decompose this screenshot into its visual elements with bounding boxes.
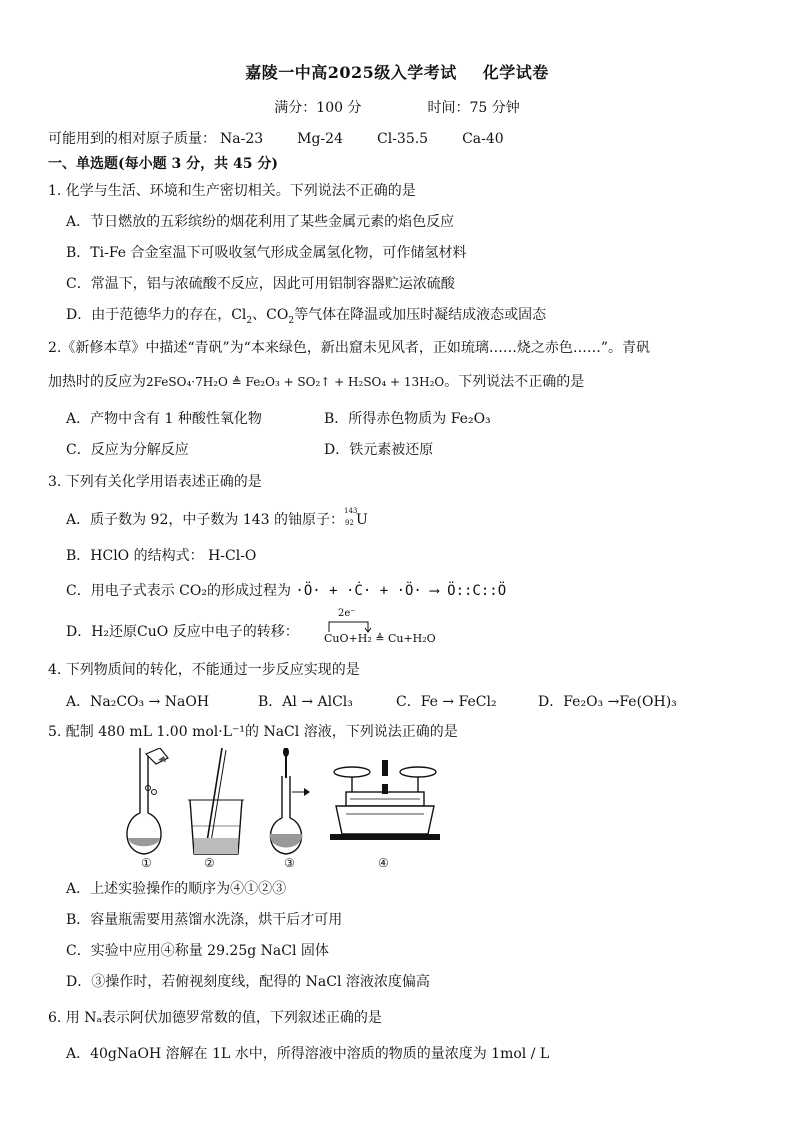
q1-d-part3: 等气体在降温或加压时凝结成液态或固态 [294,307,547,323]
question-3-option-c [66,580,506,600]
question-4-stem: 4. 下列物质间的转化，不能通过一步反应实现的是 [48,662,360,678]
question-5-option-a: A．上述实验操作的顺序为④①②③ [66,881,287,897]
question-5-stem: 5. 配制 480 mL 1.00 mol·L⁻¹的 NaCl 溶液，下列说法正确的是 [48,724,458,740]
question-2-stem: 2.《新修本草》中描述“青矾”为“本来绿色，新出窟未见风者，正如琉璃……烧之赤色……”。青矾 [48,340,650,356]
question-4-option-c: C．Fe → FeCl₂ [396,694,497,710]
atomic-masses-label: 可能用到的相对原子质量： [48,131,216,147]
flask-dropper-figure [262,748,322,858]
uranium-notation [344,507,358,527]
flask-transfer-figure [120,748,180,858]
exam-meta [0,97,794,117]
question-4-option-d: D．Fe₂O₃ →Fe(OH)₃ [538,694,677,710]
question-3-option-b: B．HClO 的结构式： H-Cl-O [66,548,257,564]
question-2-options-row1 [66,408,491,428]
question-2-option-b: B．所得赤色物质为 Fe₂O₃ [324,411,491,427]
question-5-option-d: D．③操作时，若俯视刻度线，配得的 NaCl 溶液浓度偏高 [66,974,430,990]
exam-title-subject: 化学试卷 [482,63,549,82]
beaker-stirring-figure [186,748,246,858]
cuo-reduction-equation: CuO+H₂ ≜ Cu+H₂O [324,632,436,645]
electron-count: 2e⁻ [338,608,356,619]
atom-cl: Cl-35.5 [377,131,429,147]
exam-title-main: 嘉陵一中高2025级入学考试 [245,63,457,82]
q3-a-text: A．质子数为 92，中子数为 143 的铀原子： [66,512,344,528]
q3-c-text: C．用电子式表示 CO₂的形成过程为 [66,583,291,599]
question-6-stem: 6. 用 Nₐ表示阿伏加德罗常数的值，下列叙述正确的是 [48,1010,382,1026]
question-1-option-d: D．由于范德华力的存在，$Cl_2$、$CO_2$等气体在降温或加压时凝结成液态或固态 [66,307,547,326]
atom-ca: Ca-40 [462,131,504,147]
q2-line2-pre: 加热时的反应为 [48,374,146,390]
uranium-mass-number: 143 [344,507,358,515]
question-3-option-a [66,509,368,529]
balance-figure [330,748,440,858]
atom-na: Na-23 [220,131,264,147]
question-4-option-a: A．Na₂CO₃ → NaOH [66,694,210,710]
figure-caption-2: ② [204,856,215,870]
q1-d-part2: 、CO [252,307,289,323]
question-5-option-c: C．实验中应用④称量 29.25g NaCl 固体 [66,943,329,959]
question-1-stem: 1. 化学与生活、环境和生产密切相关。下列说法不正确的是 [48,183,416,199]
question-1-option-c: C．常温下，铝与浓硫酸不反应，因此可用铝制容器贮运浓硫酸 [66,276,455,292]
q1-d-part1: D．由于范德华力的存在，Cl [66,307,247,323]
question-3-option-d [66,621,299,641]
question-6-option-a: A．40gNaOH 溶解在 1L 水中，所得溶液中溶质的物质的量浓度为 1mol / L [66,1046,550,1062]
co2-lewis-formation: ·Ö· + ·Ċ· + ·Ö· ⟶ Ö::C::Ö [295,583,507,599]
question-1-option-b: B．Ti-Fe 合金室温下可吸收氢气形成金属氢化物，可作储氢材料 [66,245,467,261]
question-5-option-b: B．容量瓶需要用蒸馏水洗涤，烘干后才可用 [66,912,343,928]
question-2-options-row2 [66,439,434,459]
figure-caption-1: ① [141,856,152,870]
exam-title [0,60,794,83]
question-2-option-d: D．铁元素被还原 [324,442,434,458]
question-2-option-c: C．反应为分解反应 [66,442,189,458]
figure-caption-3: ③ [284,856,295,870]
q2-line2-post: 。下列说法不正确的是 [444,374,585,390]
atomic-masses [48,128,538,148]
q2-equation: 2FeSO₄·7H₂O ≜ Fe₂O₃ + SO₂↑ + H₂SO₄ + 13H₂O [146,375,445,389]
full-score: 满分：100 分 [274,100,362,116]
uranium-atomic-number: 92 [345,519,354,527]
question-2-option-a: A．产物中含有 1 种酸性氧化物 [66,411,262,427]
section-heading: 一、单选题(每小题 3 分，共 45 分) [48,156,278,172]
question-3-stem: 3. 下列有关化学用语表述正确的是 [48,474,262,490]
question-4-option-b: B．Al → AlCl₃ [258,694,353,710]
electron-transfer-diagram [324,608,444,648]
question-2-line2 [48,371,584,391]
atom-mg: Mg-24 [297,131,343,147]
q3-d-text: D．H₂还原CuO 反应中电子的转移： [66,624,299,640]
time-limit: 时间：75 分钟 [427,100,520,116]
figure-caption-4: ④ [378,856,389,870]
uranium-symbol: U [356,512,368,528]
question-1-option-a: A．节日燃放的五彩缤纷的烟花利用了某些金属元素的焰色反应 [66,214,455,230]
